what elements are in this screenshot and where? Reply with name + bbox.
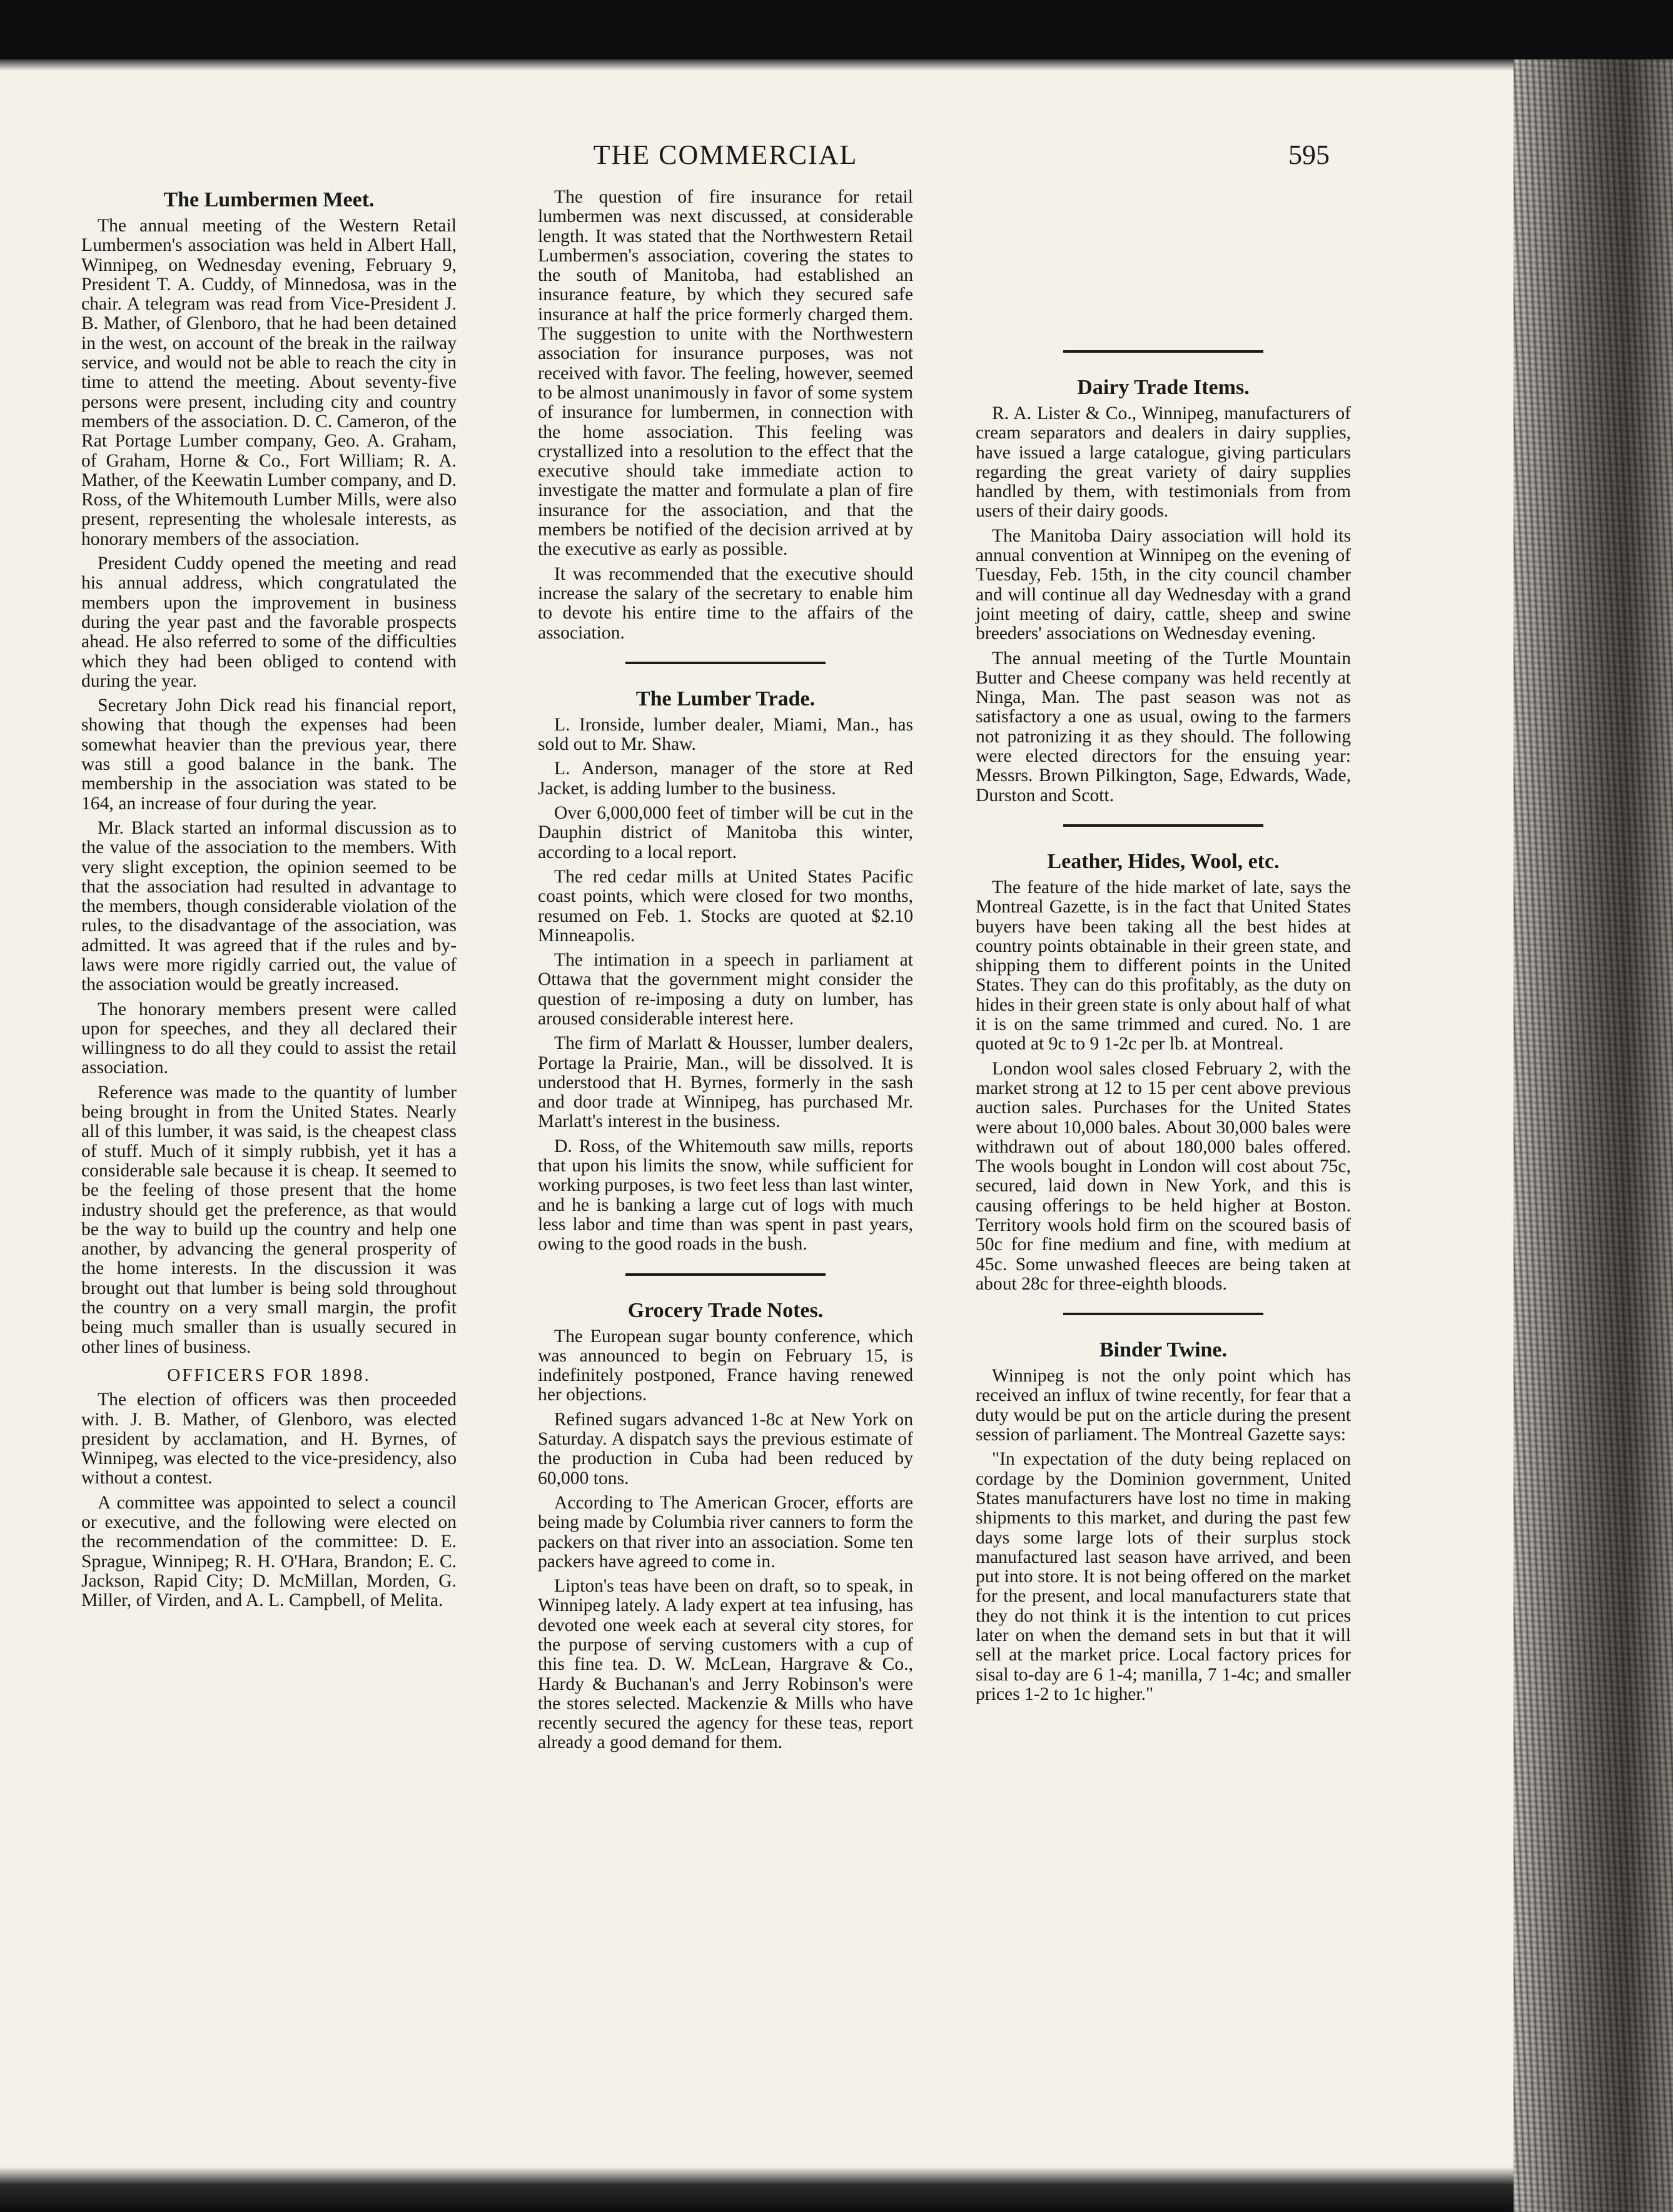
scan-right-edge — [1514, 59, 1673, 2212]
paragraph: President Cuddy opened the meeting and read his annual address, which congratulated the members upon the improvement in business during the year past and the favorable prospects ahead. He also referred to some of the difficulties which they had been obliged to contend with during the year. — [81, 553, 457, 691]
section-divider — [625, 662, 826, 664]
section-divider — [1063, 1313, 1263, 1315]
article-heading-lumber-trade: The Lumber Trade. — [635, 687, 816, 710]
paragraph: Secretary John Dick read his financial report, showing that though the expenses had been somewhat heavier than the previous year, there was still a good balance in the bank. The membership in the association was stated to be 164, an increase of four during the year. — [81, 695, 457, 814]
article-heading-grocery: Grocery Trade Notes. — [627, 1298, 824, 1322]
article-heading-lumbermen: The Lumbermen Meet. — [163, 188, 375, 211]
section-divider — [1063, 350, 1263, 353]
article-heading-binder-twine: Binder Twine. — [1099, 1338, 1228, 1362]
paragraph: London wool sales closed February 2, with the market strong at 12 to 15 per cent above previous auction sales. Purchases for the United States were about 10,000 bales. About 30,000 bales were withdrawn out of about 180,000 bales offered. The wools bought in London will cost about 75c, secured, laid down in New York, and this is causing offerings to be held higher at Boston. Territory wools hold firm on the scoured basis of 50c for fine medium and fine, with medium at 45c. Some unwashed fleeces are being taken at about 28c for three-eighth bloods. — [976, 1058, 1351, 1294]
paragraph: The firm of Marlatt & Housser, lumber dealers, Portage la Prairie, Man., will be dissolved. It is understood that H. Byrnes, formerly in the sash and door trade at Winnipeg, has purchased Mr. Marlatt's interest in the business. — [538, 1033, 913, 1132]
column-1 — [81, 188, 457, 1615]
paragraph: Over 6,000,000 feet of timber will be cut in the Dauphin district of Manitoba this winter, according to a local report. — [538, 803, 913, 862]
paragraph: A committee was appointed to select a council or executive, and the following were elected on the recommendation of the committee: D. E. Sprague, Winnipeg; R. H. O'Hara, Brandon; E. C. Jackson, Rapid City; D. McMillan, Morden, G. Miller, of Virden, and A. L. Campbell, of Melita. — [81, 1492, 457, 1611]
paragraph: According to The American Grocer, efforts are being made by Columbia river canners to form the packers on that river into an association. Some ten packers have agreed to come in. — [538, 1492, 913, 1572]
scan-bottom-border — [0, 2167, 1514, 2212]
paragraph: The feature of the hide market of late, says the Montreal Gazette, is in the fact that United States buyers have been taking all the best hides at country points obtainable in their green state, and shipping them to different points in the United States. They can do this profitably, as the duty on hides in their green state is only about half of what it is on the same trimmed and cured. No. 1 are quoted at 9c to 9 1-2c per lb. at Montreal. — [976, 877, 1351, 1054]
paragraph: The honorary members present were called upon for speeches, and they all declared their willingness to do all they could to assist the retail association. — [81, 999, 457, 1078]
paragraph: Mr. Black started an informal discussion as to the value of the association to the members. With very slight exception, the opinion seemed to be that the association had resulted in advantage to the members, though considerable violation of the rules, to the disadvantage of the association, was admitted. It was agreed that if the rules and by-laws were more rigidly carried out, the value of the association would be greatly increased. — [81, 817, 457, 995]
paragraph: The question of fire insurance for retail lumbermen was next discussed, at considerable length. It was stated that the Northwestern Retail Lumbermen's association, covering the states to the south of Manitoba, had established an insurance feature, by which they secured safe insurance at half the price formerly charged them. The suggestion to unite with the Northwestern association for insurance purposes, was not received with favor. The feeling, however, seemed to be almost unanimously in favor of some system of insurance for lumbermen, in connection with the home association. This feeling was crystallized into a resolution to the effect that the executive should take immediate action to investigate the matter and formulate a plan of fire insurance for the association, and that the members be notified of the decision arrived at by the executive as early as possible. — [538, 187, 913, 560]
paragraph: "In expectation of the duty being replaced on cordage by the Dominion government, United States manufacturers have lost no time in making shipments to this market, and during the past few days some large lots of their surplus stock manufactured last season have arrived, and been put into store. It is not being offered on the market for the present, and local manufacturers state that they do not think it is the intention to cut prices later on when the demand sets in but that it will sell at the market price. Local factory prices for sisal to-day are 6 1-4; manilla, 7 1-4c; and smaller prices 1-2 to 1c higher." — [976, 1449, 1351, 1704]
section-divider — [625, 1273, 826, 1276]
paragraph: The annual meeting of the Turtle Mountain Butter and Cheese company was held recently at Ninga, Man. The past season was not as satisfactory a one as usual, owing to the farmers not patronizing it as they should. The following were elected directors for the ensuing year: Messrs. Brown Pilkington, Sage, Edwards, Wade, Durston and Scott. — [976, 648, 1351, 806]
paragraph: Refined sugars advanced 1-8c at New York on Saturday. A dispatch says the previous estimate of the production in Cuba had been reduced by 60,000 tons. — [538, 1409, 913, 1488]
page-number: 595 — [1288, 139, 1330, 170]
paragraph: The annual meeting of the Western Retail Lumbermen's association was held in Albert Hall, Winnipeg, on Wednesday evening, February 9, President T. A. Cuddy, of Minnedosa, was in the chair. A telegram was read from Vice-President J. B. Mather, of Glenboro, that he had been detained in the west, on account of the break in the railway service, and would not be able to reach the city in time to attend the meeting. About seventy-five persons were present, including city and country members of the association. D. C. Cameron, of the Rat Portage Lumber company, Geo. A. Graham, of Graham, Horne & Co., Fort William; R. A. Mather, of the Keewatin Lumber company, and D. Ross, of the Whitemouth Lumber Mills, were also present, representing the wholesale interests, as honorary members of the association. — [81, 216, 457, 549]
paragraph: L. Ironside, lumber dealer, Miami, Man., has sold out to Mr. Shaw. — [538, 714, 913, 755]
article-heading-leather: Leather, Hides, Wool, etc. — [1047, 849, 1280, 873]
paragraph: L. Anderson, manager of the store at Red Jacket, is adding lumber to the business. — [538, 759, 913, 799]
paragraph: It was recommended that the executive should increase the salary of the secretary to enable him to devote his entire time to the affairs of the association. — [538, 563, 913, 643]
quotation — [976, 1450, 1351, 1704]
paragraph: R. A. Lister & Co., Winnipeg, manufacturers of cream separators and dealers in dairy supplies, have issued a large catalogue, giving particulars regarding the great variety of dairy supplies handled by them, with testimonials from from users of their dairy goods. — [976, 403, 1351, 522]
paragraph: The European sugar bounty conference, which was announced to begin on February 15, is indefinitely postponed, France having renewed her objections. — [538, 1326, 913, 1405]
scan-top-border — [0, 0, 1673, 59]
article-heading-dairy: Dairy Trade Items. — [1077, 376, 1250, 399]
paragraph: D. Ross, of the Whitemouth saw mills, reports that upon his limits the snow, while sufficient for working purposes, is two feet less than last winter, and he is banking a large cut of logs with much less labor and time than was spent in past years, owing to the good roads in the bush. — [538, 1136, 913, 1255]
column-2 — [538, 188, 913, 1758]
paragraph: Reference was made to the quantity of lumber being brought in from the United States. Nearly all of this lumber, it was said, is the cheapest class of stuff. Much of it simply rubbish, yet it has a considerable sale because it is cheap. It seemed to be the feeling of those present that the home industry should get the preference, as that would be the way to build up the country and help one another, by advancing the general prosperity of the home interests. In the discussion it was brought out that lumber is being sold throughout the country on a very small margin, the profit being much smaller than is usually secured in other lines of business. — [81, 1082, 457, 1357]
section-divider — [1063, 824, 1263, 827]
running-head: THE COMMERCIAL — [593, 139, 858, 170]
paragraph: The intimation in a speech in parliament at Ottawa that the government might consider the question of re-imposing a duty on lumber, has aroused considerable interest here. — [538, 950, 913, 1029]
column-continuation-space — [976, 188, 1351, 331]
paragraph: The election of officers was then proceeded with. J. B. Mather, of Glenboro, was elected president by acclamation, and H. Byrnes, of Winnipeg, was elected to the vice-presidency, also without a contest. — [81, 1390, 457, 1488]
paragraph: Lipton's teas have been on draft, so to speak, in Winnipeg lately. A lady expert at tea infusing, has devoted one week each at several city stores, for the purpose of serving customers with a cup of this fine tea. D. W. McLean, Hargrave & Co., Hardy & Buchanan's and Jerry Robinson's were the stores selected. Mackenzie & Mills who have recently secured the agency for these teas, report already a good demand for them. — [538, 1576, 913, 1753]
paragraph: The Manitoba Dairy association will hold its annual convention at Winnipeg on the evening of Tuesday, Feb. 15th, in the city council chamber and will continue all day Wednesday with a grand joint meeting of dairy, cattle, sheep and swine breeders' associations on Wednesday evening. — [976, 525, 1351, 644]
subheading-officers: OFFICERS FOR 1898. — [167, 1365, 371, 1385]
paragraph: The red cedar mills at United States Pacific coast points, which were closed for two months, resumed on Feb. 1. Stocks are quoted at $2.10 Minneapolis. — [538, 866, 913, 946]
paragraph: Winnipeg is not the only point which has received an influx of twine recently, for fear that a duty would be put on the article during the present session of parliament. The Montreal Gazette says: — [976, 1366, 1351, 1445]
column-3 — [976, 188, 1351, 1709]
